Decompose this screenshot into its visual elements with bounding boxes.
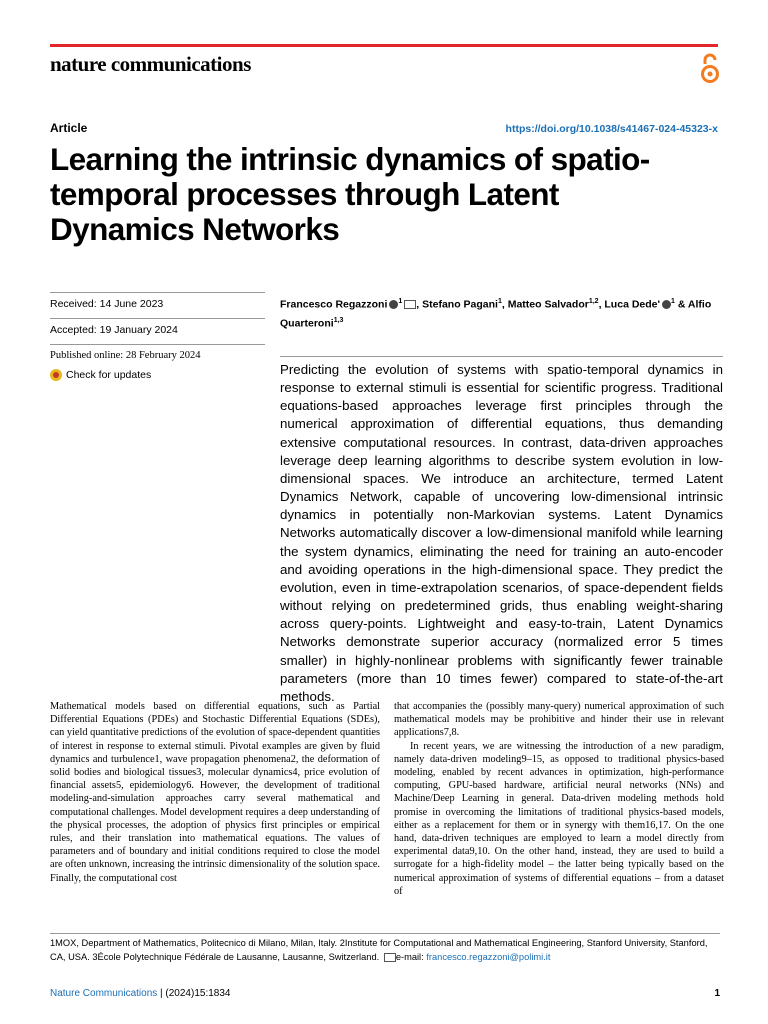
affiliations-footnote [50, 933, 720, 964]
email-label: e-mail: [395, 952, 427, 962]
received-date: Received: 14 June 2023 [50, 292, 265, 318]
open-access-icon [700, 52, 720, 86]
author-list [280, 294, 720, 331]
orcid-icon[interactable] [662, 300, 671, 309]
accepted-date: Accepted: 19 January 2024 [50, 318, 265, 344]
footer-citation [50, 988, 230, 999]
journal-name: nature communications [50, 52, 251, 76]
affiliation-marker: 1 [398, 298, 403, 305]
body-paragraph: In recent years, we are witnessing the introduction of a new paradigm, namely data-driven modeling9–15, as opposed to traditional physics-based modeling, enabled by recent advances in optimization, high-performance computing, GPU-based hardware, artificial neural networks (NNs) and Machine/Deep Learning in general. Data-driven modeling methods hold promise in overcoming the limitations of traditional physics-based models, either as a replacement for them or in synergy with them16,17. On the one hand, data-driven techniques are employed to learn a model directly from experimental data9,10. On the other hand, instead, they are used to build a surrogate for a high-fidelity model – the latter being typically based on the numerical approximation of systems of differential equations – from a dataset of [394, 740, 724, 897]
author-name[interactable]: , Stefano Pagani [416, 298, 498, 311]
affiliations-text: 1MOX, Department of Mathematics, Politecnico di Milano, Milan, Italy. 2Institute for Computational and Mathematical Engineering, Stanford University, Stanford, CA, USA. 3École Polytechnique Fédérale de Lausanne, Lausanne, Switzerland. [50, 938, 708, 962]
dates-panel [50, 292, 265, 381]
affiliation-marker: 1 [671, 298, 675, 305]
footer-citation-text: | (2024)15:1834 [157, 988, 231, 999]
published-date: Published online: 28 February 2024 [50, 344, 265, 369]
affiliation-marker: 1,3 [333, 316, 344, 324]
footer-journal-link[interactable]: Nature Communications [50, 988, 158, 999]
check-updates-button[interactable] [50, 369, 265, 381]
abstract: Predicting the evolution of systems with spatio-temporal dynamics in response to external stimuli is essential for scientific progress. Traditional equations-based approaches leverage first principles through the numerical approximation of differential equations, thus demanding extensive computational resources. In contrast, data-driven approaches leverage deep learning algorithms to describe system evolution in low-dimensional spaces. We introduce an architecture, termed Latent Dynamics Network, capable of uncovering low-dimensional intrinsic dynamics in potentially non-Markovian systems. Latent Dynamics Networks automatically discover a low-dimensional manifold while learning the system dynamics, eliminating the need for training an auto-encoder and avoiding operations in the high-dimensional space. They predict the evolution, even in time-extrapolation scenarios, of space-dependent fields without relying on predetermined grids, thus enabling weight-sharing across query-points. Lightweight and easy-to-train, Latent Dynamics Networks demonstrate superior accuracy (normalized error 5 times smaller) in highly-nonlinear problems with significantly fewer trainable parameters (more than 10 times fewer) compared to state-of-the-art methods. [280, 356, 723, 706]
body-paragraph: that accompanies the (possibly many-query) numerical approximation of such mathematical models may be prohibitive and hinder their use in relevant applications7,8. [394, 701, 724, 739]
email-icon[interactable] [404, 300, 416, 309]
email-icon [384, 953, 396, 962]
author-name[interactable]: , Luca Dede' [598, 298, 660, 311]
doi-link[interactable]: https://doi.org/10.1038/s41467-024-45323-x [505, 123, 718, 135]
page-number: 1 [714, 988, 720, 999]
affiliation-marker: 1,2 [588, 298, 599, 305]
check-updates-icon [50, 369, 62, 381]
corresponding-email-link[interactable]: francesco.regazzoni@polimi.it [426, 952, 551, 962]
author-name[interactable]: Francesco Regazzoni [280, 298, 388, 311]
article-type: Article [50, 121, 88, 135]
paper-title: Learning the intrinsic dynamics of spatio-temporal processes through Latent Dynamics Networks [50, 141, 650, 247]
header-rule [50, 44, 718, 47]
body-column-right [394, 700, 724, 898]
affiliation-marker: 1 [497, 298, 502, 305]
check-updates-label: Check for updates [66, 369, 152, 381]
author-name[interactable]: & Alfio Quarteroni [280, 298, 712, 329]
body-column-left: Mathematical models based on differential equations, such as Partial Differential Equations (PDEs) and Stochastic Differential Equations (SDEs), can yield quantitative predictions of the evolution of space-dependent quantities of interest in response to external stimuli. Pivotal examples are given by fluid dynamics and turbulence1, wave propagation phenomena2, the deformation of solid bodies and biological tissues3, molecular dynamics4, price evolution of financial assets5, epidemiology6. However, the development of traditional modeling-and-simulation approaches carry several mathematical and computational challenges. Model development requires a deep understanding of the physical processes, the adoption of physics first principles or empirical rules, and their translation into mathematical equations. The values of parameters and of boundary and initial conditions required to close the model are often unknown, increasing the intrinsic dimensionality of the solution space. Finally, the computational cost [50, 701, 380, 884]
author-name[interactable]: , Matteo Salvador [501, 298, 589, 311]
